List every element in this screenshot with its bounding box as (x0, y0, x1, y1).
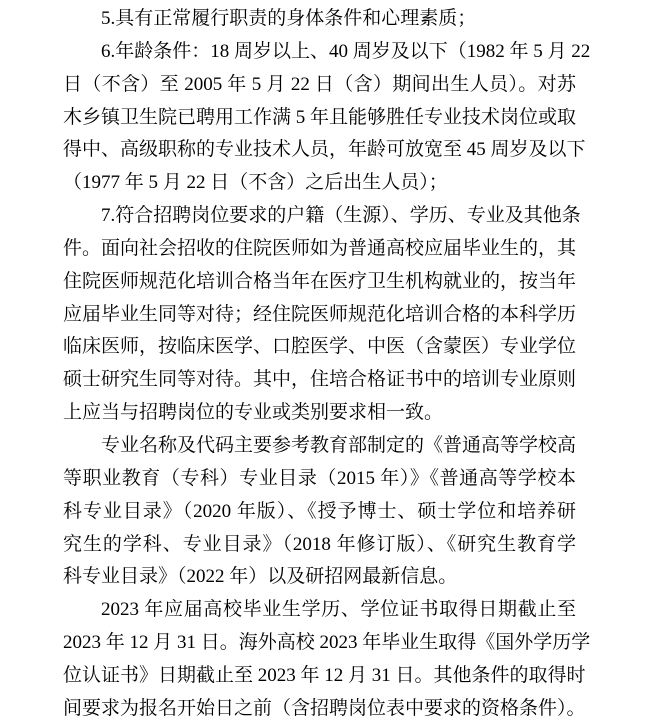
text-line: 5.具有正常履行职责的身体条件和心理素质； (101, 8, 477, 29)
text-line: 间要求为报名开始日之前（含招聘岗位表中要求的资格条件）。 (63, 697, 586, 719)
text-line: 应届毕业生同等对待；经住院医师规范化培训合格的本科学历 (63, 303, 577, 325)
text-line: 件。面向社会招收的住院医师如为普通高校应届毕业生的，其 (63, 237, 577, 259)
text-line: （1977 年 5 月 22 日（不含）之后出生人员）； (63, 172, 448, 194)
text-line: 木乡镇卫生院已聘用工作满 5 年且能够胜任专业技术岗位或取 (63, 106, 577, 128)
text-content (63, 3, 591, 724)
text-line: 6.年龄条件：18 周岁以上、40 周岁及以下（1982 年 5 月 22 (101, 40, 591, 62)
text-line: 位认证书》日期截止至 2023 年 12 月 31 日。其他条件的取得时 (63, 664, 586, 686)
text-line: 等职业教育（专科）专业目录（2015 年）》《普通高等学校本 (63, 467, 576, 489)
text-line: 日（不含）至 2005 年 5 月 22 日（含）期间出生人员）。对苏 (63, 73, 576, 95)
text-line: 临床医师，按临床医学、口腔医学、中医（含蒙医）专业学位 (63, 336, 577, 358)
text-line: 住院医师规范化培训合格当年在医疗卫生机构就业的，按当年 (63, 270, 577, 292)
text-line: 科专业目录》（2022 年）以及研招网最新信息。 (63, 566, 458, 588)
text-line: 究生的学科、专业目录》（2018 年修订版）、《研究生教育学 (63, 533, 576, 555)
text-line: 得中、高级职称的专业技术人员，年龄可放宽至 45 周岁及以下 (63, 139, 586, 161)
text-line: 2023 年 12 月 31 日。海外高校 2023 年毕业生取得《国外学历学 (63, 632, 591, 654)
text-line: 硕士研究生同等对待。其中，住培合格证书中的培训专业原则 (63, 369, 577, 391)
text-line: 专业名称及代码主要参考教育部制定的《普通高等学校高 (101, 434, 577, 456)
text-line: 上应当与招聘岗位的专业或类别要求相一致。 (63, 402, 444, 424)
text-line: 2023 年应届高校毕业生学历、学位证书取得日期截止至 (101, 599, 576, 621)
text-line: 7.符合招聘岗位要求的户籍（生源）、学历、专业及其他条 (101, 205, 581, 227)
text-line: 科专业目录》（2020 年版）、《授予博士、硕士学位和培养研 (63, 500, 576, 522)
